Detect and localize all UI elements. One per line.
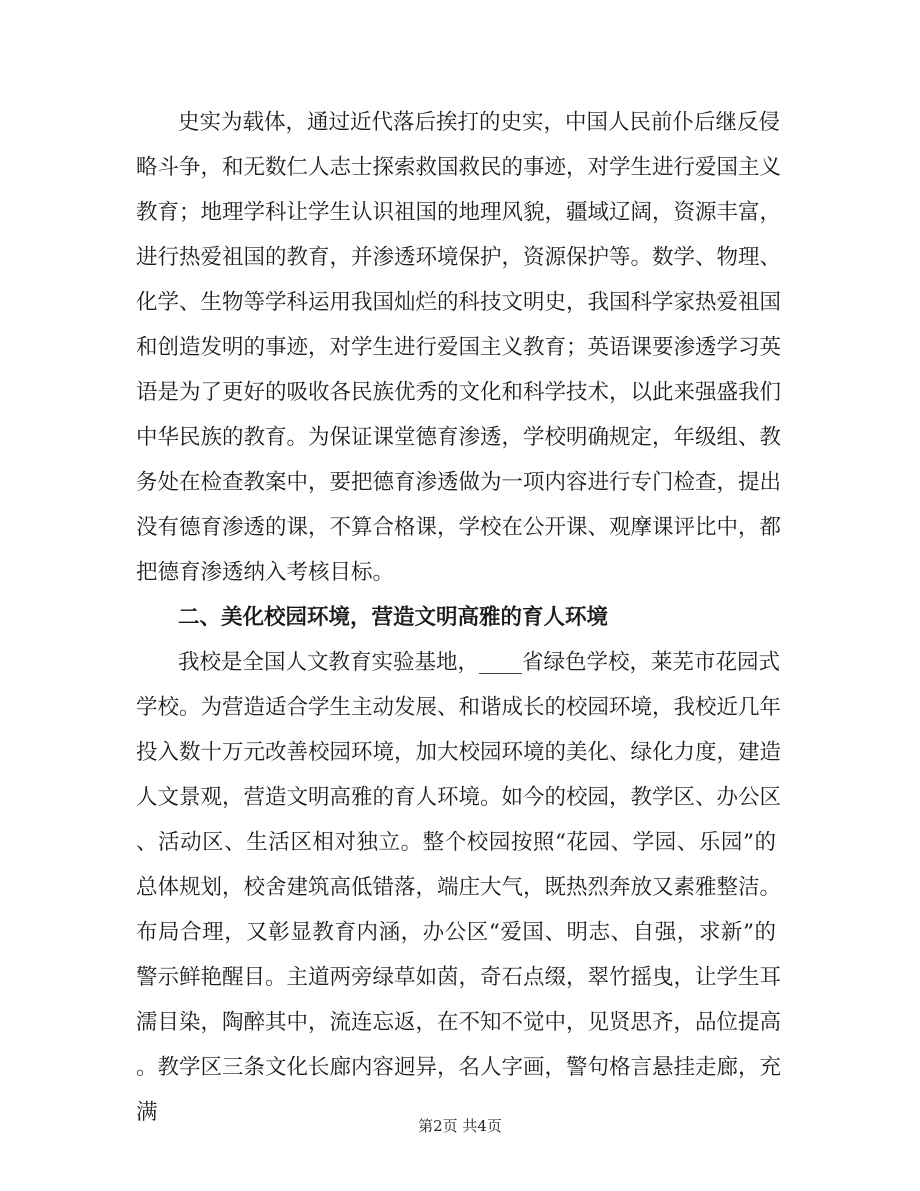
paragraph-line: 化学、生物等学科运用我国灿烂的科技文明史，我国科学家热爱祖国 bbox=[136, 290, 782, 315]
paragraph-line: 进行热爱祖国的教育，并渗透环境保护，资源保护等。数学、物理、 bbox=[136, 245, 782, 270]
paragraph-line: 没有德育渗透的课，不算合格课，学校在公开课、观摩课评比中，都 bbox=[136, 515, 782, 540]
page-number: 第2页 共4页 bbox=[418, 1117, 502, 1135]
paragraph-line: 、活动区、生活区相对独立。整个校园按照“花园、学园、乐园”的 bbox=[136, 830, 776, 855]
paragraph-line: 。教学区三条文化长廊内容迥异，名人字画，警句格言悬挂走廊，充 bbox=[136, 1055, 782, 1080]
paragraph-line: 满 bbox=[136, 1100, 158, 1125]
paragraph-line: 布局合理，又彰显教育内涵，办公区“爱国、明志、自强，求新”的 bbox=[136, 920, 776, 945]
paragraph-line: 投入数十万元改善校园环境，加大校园环境的美化、绿化力度，建造 bbox=[136, 740, 782, 765]
paragraph-line: 我校是全国人文教育实验基地，____省绿色学校，莱芜市花园式 bbox=[178, 650, 781, 675]
paragraph-line: 语是为了更好的吸收各民族优秀的文化和科学技术，以此来强盛我们 bbox=[136, 380, 782, 405]
paragraph-line: 人文景观，营造文明高雅的育人环境。如今的校园，教学区、办公区 bbox=[136, 785, 782, 810]
paragraph-line: 把德育渗透纳入考核目标。 bbox=[136, 560, 395, 585]
paragraph-line: 务处在检查教案中，要把德育渗透做为一项内容进行专门检查，提出 bbox=[136, 470, 782, 495]
paragraph-line: 总体规划，校舍建筑高低错落，端庄大气，既热烈奔放又素雅整洁。 bbox=[136, 875, 782, 900]
paragraph-line: 略斗争，和无数仁人志士探索救国救民的事迹，对学生进行爱国主义 bbox=[136, 155, 782, 180]
paragraph-line: 学校。为营造适合学生主动发展、和谐成长的校园环境，我校近几年 bbox=[136, 695, 782, 720]
section-heading: 二、美化校园环境，营造文明高雅的育人环境 bbox=[178, 605, 609, 630]
paragraph-line: 史实为载体，通过近代落后挨打的史实，中国人民前仆后继反侵 bbox=[178, 110, 781, 135]
paragraph-line: 和创造发明的事迹，对学生进行爱国主义教育；英语课要渗透学习英 bbox=[136, 335, 782, 360]
paragraph-line: 教育；地理学科让学生认识祖国的地理风貌，疆域辽阔，资源丰富， bbox=[136, 200, 782, 225]
paragraph-line: 警示鲜艳醒目。主道两旁绿草如茵，奇石点缀，翠竹摇曳，让学生耳 bbox=[136, 965, 782, 990]
paragraph-line: 中华民族的教育。为保证课堂德育渗透，学校明确规定，年级组、教 bbox=[136, 425, 782, 450]
paragraph-line: 濡目染，陶醉其中，流连忘返，在不知不觉中，见贤思齐，品位提高 bbox=[136, 1010, 782, 1035]
